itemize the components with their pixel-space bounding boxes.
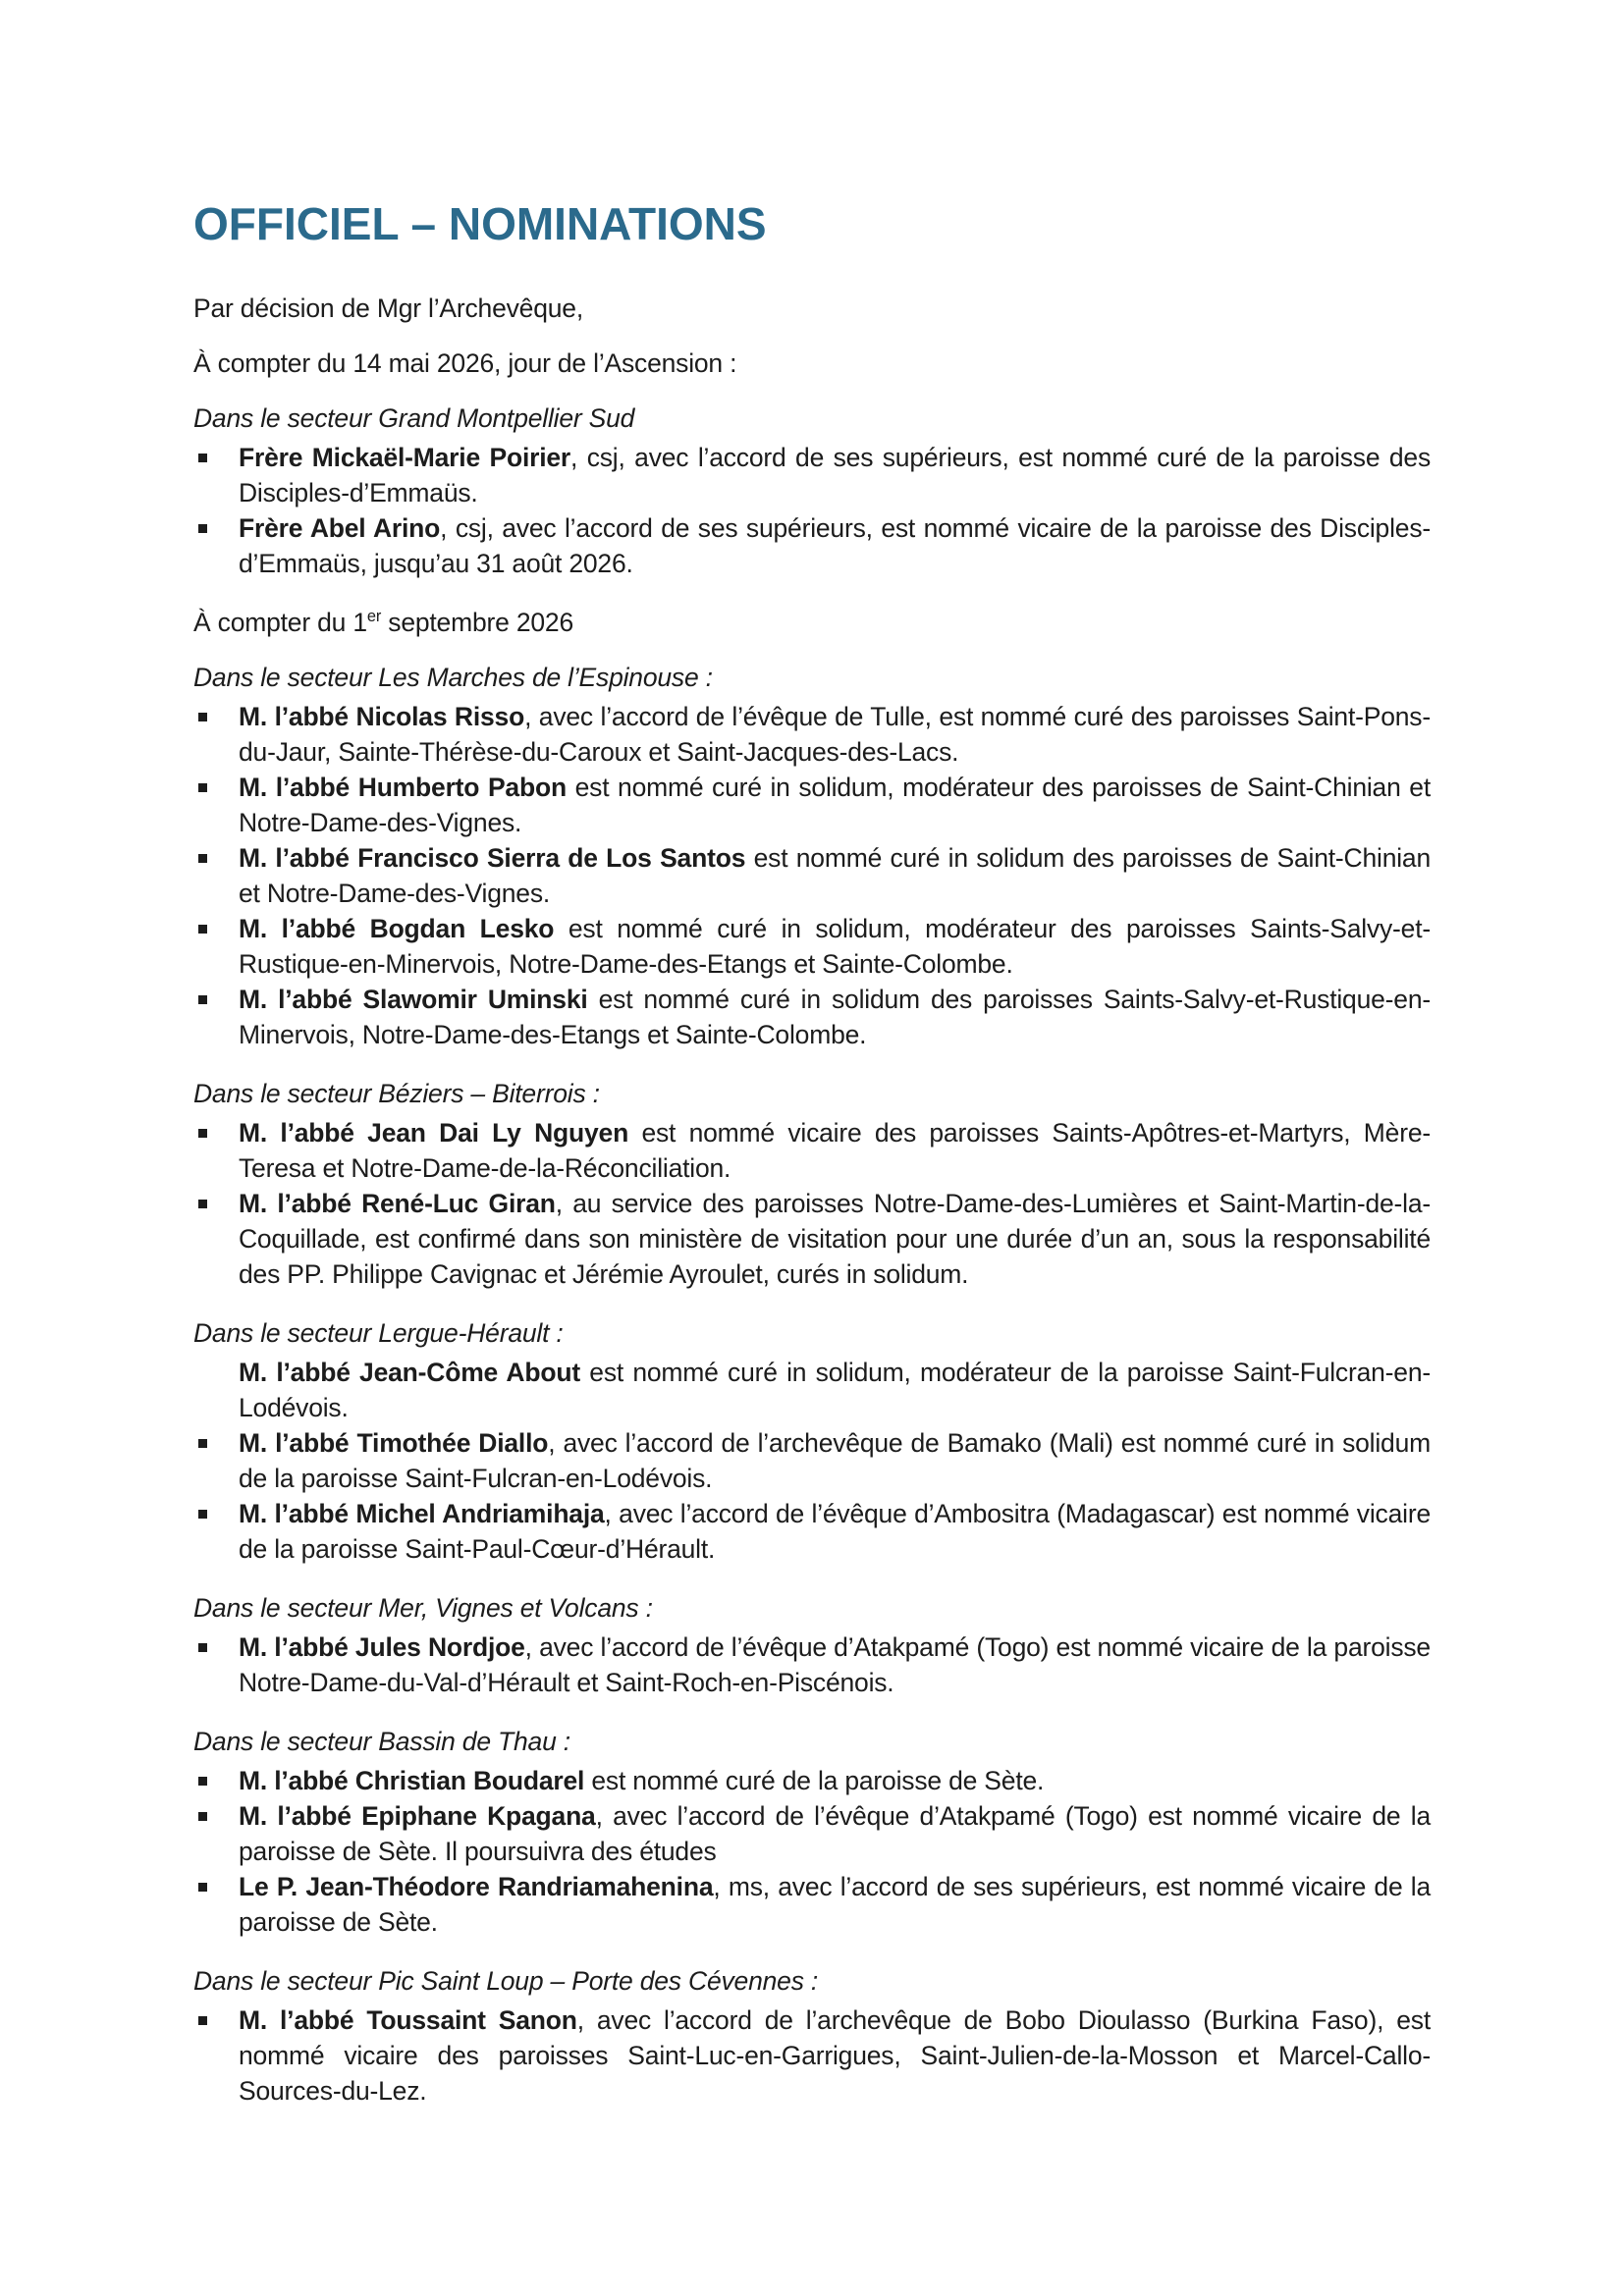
nomination-details: , au service des paroisses Notre-Dame-des-Lumières et Saint-Martin-de-la-Coquillade, est confirmé dans son ministère de visitation pour une durée d’un an, sous la responsabilité des PP. Philippe Cavignac et Jérémie Ayroulet, curés in solidum.: [239, 1189, 1431, 1289]
nomination-list: [193, 1355, 1431, 1567]
bullet-marker-icon: [198, 1439, 207, 1448]
sector-section: [193, 1315, 1431, 1567]
paragraph: [193, 346, 1431, 381]
nomination-details: , avec l’accord de l’évêque d’Ambositra (Madagascar) est nommé vicaire de la paroisse Saint-Paul-Cœur-d’Hérault.: [239, 1499, 1431, 1564]
bullet-marker-icon: [198, 783, 207, 792]
nomination-details: est nommé vicaire des paroisses Saints-Apôtres-et-Martyrs, Mère-Teresa et Notre-Dame-de-la-Réconciliation.: [239, 1118, 1431, 1183]
bullet-marker-icon: [198, 925, 207, 934]
nominee-name: M. l’abbé Francisco Sierra de Los Santos: [239, 843, 746, 873]
nominee-name: M. l’abbé Epiphane Kpagana: [239, 1801, 596, 1831]
nomination-list: [193, 1115, 1431, 1292]
section-heading: Dans le secteur Pic Saint Loup – Porte des Cévennes :: [193, 1966, 819, 1996]
nomination-list: [193, 440, 1431, 581]
nomination-item: [193, 440, 1431, 510]
nominee-name: M. l’abbé René-Luc Giran: [239, 1189, 556, 1218]
superscript-ordinal: er: [366, 608, 382, 626]
section-heading: Dans le secteur Bassin de Thau :: [193, 1727, 570, 1756]
section-heading: Dans le secteur Béziers – Biterrois :: [193, 1079, 600, 1108]
nomination-item: [193, 1869, 1431, 1940]
nominee-name: M. l’abbé Jules Nordjoe: [239, 1632, 525, 1662]
paragraph-text: À compter du 14 mai 2026, jour de l’Ascension :: [193, 348, 737, 378]
nominee-name: Frère Mickaël-Marie Poirier: [239, 443, 571, 472]
nominee-name: M. l’abbé Toussaint Sanon: [239, 2005, 577, 2035]
nomination-details: est nommé curé in solidum des paroisses de Saint-Chinian et Notre-Dame-des-Vignes.: [239, 843, 1431, 908]
nomination-item: [193, 1629, 1431, 1700]
bullet-marker-icon: [198, 1812, 207, 1821]
nomination-item: [193, 911, 1431, 982]
nomination-details: , avec l’accord de l’évêque de Tulle, est nommé curé des paroisses Saint-Pons-du-Jaur, Sainte-Thérèse-du-Caroux et Saint-Jacques-des-Lacs.: [239, 702, 1431, 767]
nomination-list: [193, 699, 1431, 1052]
bullet-marker-icon: [198, 713, 207, 721]
sector-section: [193, 660, 1431, 1052]
nominee-name: M. l’abbé Jean-Côme About: [239, 1358, 580, 1387]
nominee-name: M. l’abbé Humberto Pabon: [239, 773, 567, 802]
sector-section: [193, 1590, 1431, 1700]
nomination-item: [193, 2002, 1431, 2109]
sector-section: [193, 1076, 1431, 1292]
nomination-details: est nommé curé in solidum, modérateur de la paroisse Saint-Fulcran-en-Lodévois.: [239, 1358, 1431, 1422]
bullet-marker-icon: [198, 2016, 207, 2025]
nomination-item: [193, 1763, 1431, 1798]
nomination-list: [193, 1763, 1431, 1940]
nomination-details: , ms, avec l’accord de ses supérieurs, est nommé vicaire de la paroisse de Sète.: [239, 1872, 1432, 1937]
bullet-marker-icon: [198, 1129, 207, 1138]
nomination-item: [193, 1186, 1431, 1292]
nomination-item: [193, 510, 1431, 581]
nomination-item: [193, 840, 1431, 911]
paragraph-text: septembre 2026: [381, 608, 573, 637]
nomination-item: [193, 1355, 1431, 1425]
nomination-details: est nommé curé de la paroisse de Sète.: [584, 1766, 1045, 1795]
paragraph-text: Par décision de Mgr l’Archevêque,: [193, 294, 583, 323]
sector-section: [193, 1724, 1431, 1940]
nominee-name: Le P. Jean-Théodore Randriamahenina: [239, 1872, 714, 1901]
nomination-details: , csj, avec l’accord de ses supérieurs, est nommé curé de la paroisse des Disciples-d’Emmaüs.: [239, 443, 1431, 507]
section-heading: Dans le secteur Mer, Vignes et Volcans :: [193, 1593, 653, 1623]
bullet-marker-icon: [198, 1200, 207, 1208]
bullet-marker-icon: [198, 454, 207, 462]
bullet-marker-icon: [198, 1510, 207, 1519]
nomination-list: [193, 2002, 1431, 2109]
bullet-marker-icon: [198, 1777, 207, 1786]
nominee-name: M. l’abbé Nicolas Risso: [239, 702, 525, 731]
nominee-name: M. l’abbé Jean Dai Ly Nguyen: [239, 1118, 629, 1148]
sector-section: [193, 1963, 1431, 2109]
nomination-details: , avec l’accord de l’évêque d’Atakpamé (Togo) est nommé vicaire de la paroisse Notre-Dame-du-Val-d’Hérault et Saint-Roch-en-Piscénois.: [239, 1632, 1431, 1697]
bullet-marker-icon: [198, 1883, 207, 1892]
nominee-name: M. l’abbé Michel Andriamihaja: [239, 1499, 605, 1528]
sector-section: [193, 400, 1431, 581]
nomination-list: [193, 1629, 1431, 1700]
bullet-marker-icon: [198, 995, 207, 1004]
nominee-name: M. l’abbé Bogdan Lesko: [239, 914, 555, 943]
page-title: OFFICIEL – NOMINATIONS: [193, 198, 767, 249]
section-heading: Dans le secteur Lergue-Hérault :: [193, 1318, 564, 1348]
nomination-details: , avec l’accord de l’évêque d’Atakpamé (Togo) est nommé vicaire de la paroisse de Sète. Il poursuivra des études: [239, 1801, 1432, 1866]
nominee-name: M. l’abbé Timothée Diallo: [239, 1428, 549, 1458]
bullet-marker-icon: [198, 854, 207, 863]
nomination-item: [193, 770, 1431, 840]
paragraph: [193, 291, 1431, 326]
paragraph-text: À compter du 1: [193, 608, 367, 637]
nomination-details: , avec l’accord de l’archevêque de Bobo Dioulasso (Burkina Faso), est nommé vicaire des paroisses Saint-Luc-en-Garrigues, Saint-Julien-de-la-Mosson et Marcel-Callo-Sources-du-Lez.: [239, 2005, 1431, 2106]
nomination-item: [193, 1115, 1431, 1186]
nomination-item: [193, 1798, 1431, 1869]
bullet-marker-icon: [198, 1643, 207, 1652]
document-body: [193, 291, 1431, 2109]
nomination-item: [193, 1425, 1431, 1496]
section-heading: Dans le secteur Les Marches de l’Espinouse :: [193, 663, 713, 692]
nominee-name: M. l’abbé Christian Boudarel: [239, 1766, 585, 1795]
nominee-name: M. l’abbé Slawomir Uminski: [239, 985, 588, 1014]
nomination-details: est nommé curé in solidum des paroisses Saints-Salvy-et-Rustique-en-Minervois, Notre-Dame-des-Etangs et Sainte-Colombe.: [239, 985, 1431, 1049]
nomination-item: [193, 699, 1431, 770]
nomination-details: est nommé curé in solidum, modérateur des paroisses Saints-Salvy-et-Rustique-en-Minervois, Notre-Dame-des-Etangs et Sainte-Colombe.: [239, 914, 1431, 979]
nomination-details: , avec l’accord de l’archevêque de Bamako (Mali) est nommé curé in solidum de la paroisse Saint-Fulcran-en-Lodévois.: [239, 1428, 1431, 1493]
nominee-name: Frère Abel Arino: [239, 513, 441, 543]
paragraph: [193, 605, 1431, 640]
nomination-details: , csj, avec l’accord de ses supérieurs, est nommé vicaire de la paroisse des Disciples-d’Emmaüs, jusqu’au 31 août 2026.: [239, 513, 1431, 578]
section-heading: Dans le secteur Grand Montpellier Sud: [193, 403, 635, 433]
nomination-details: est nommé curé in solidum, modérateur des paroisses de Saint-Chinian et Notre-Dame-des-Vignes.: [239, 773, 1431, 837]
nomination-item: [193, 982, 1431, 1052]
nomination-item: [193, 1496, 1431, 1567]
bullet-marker-icon: [198, 524, 207, 533]
